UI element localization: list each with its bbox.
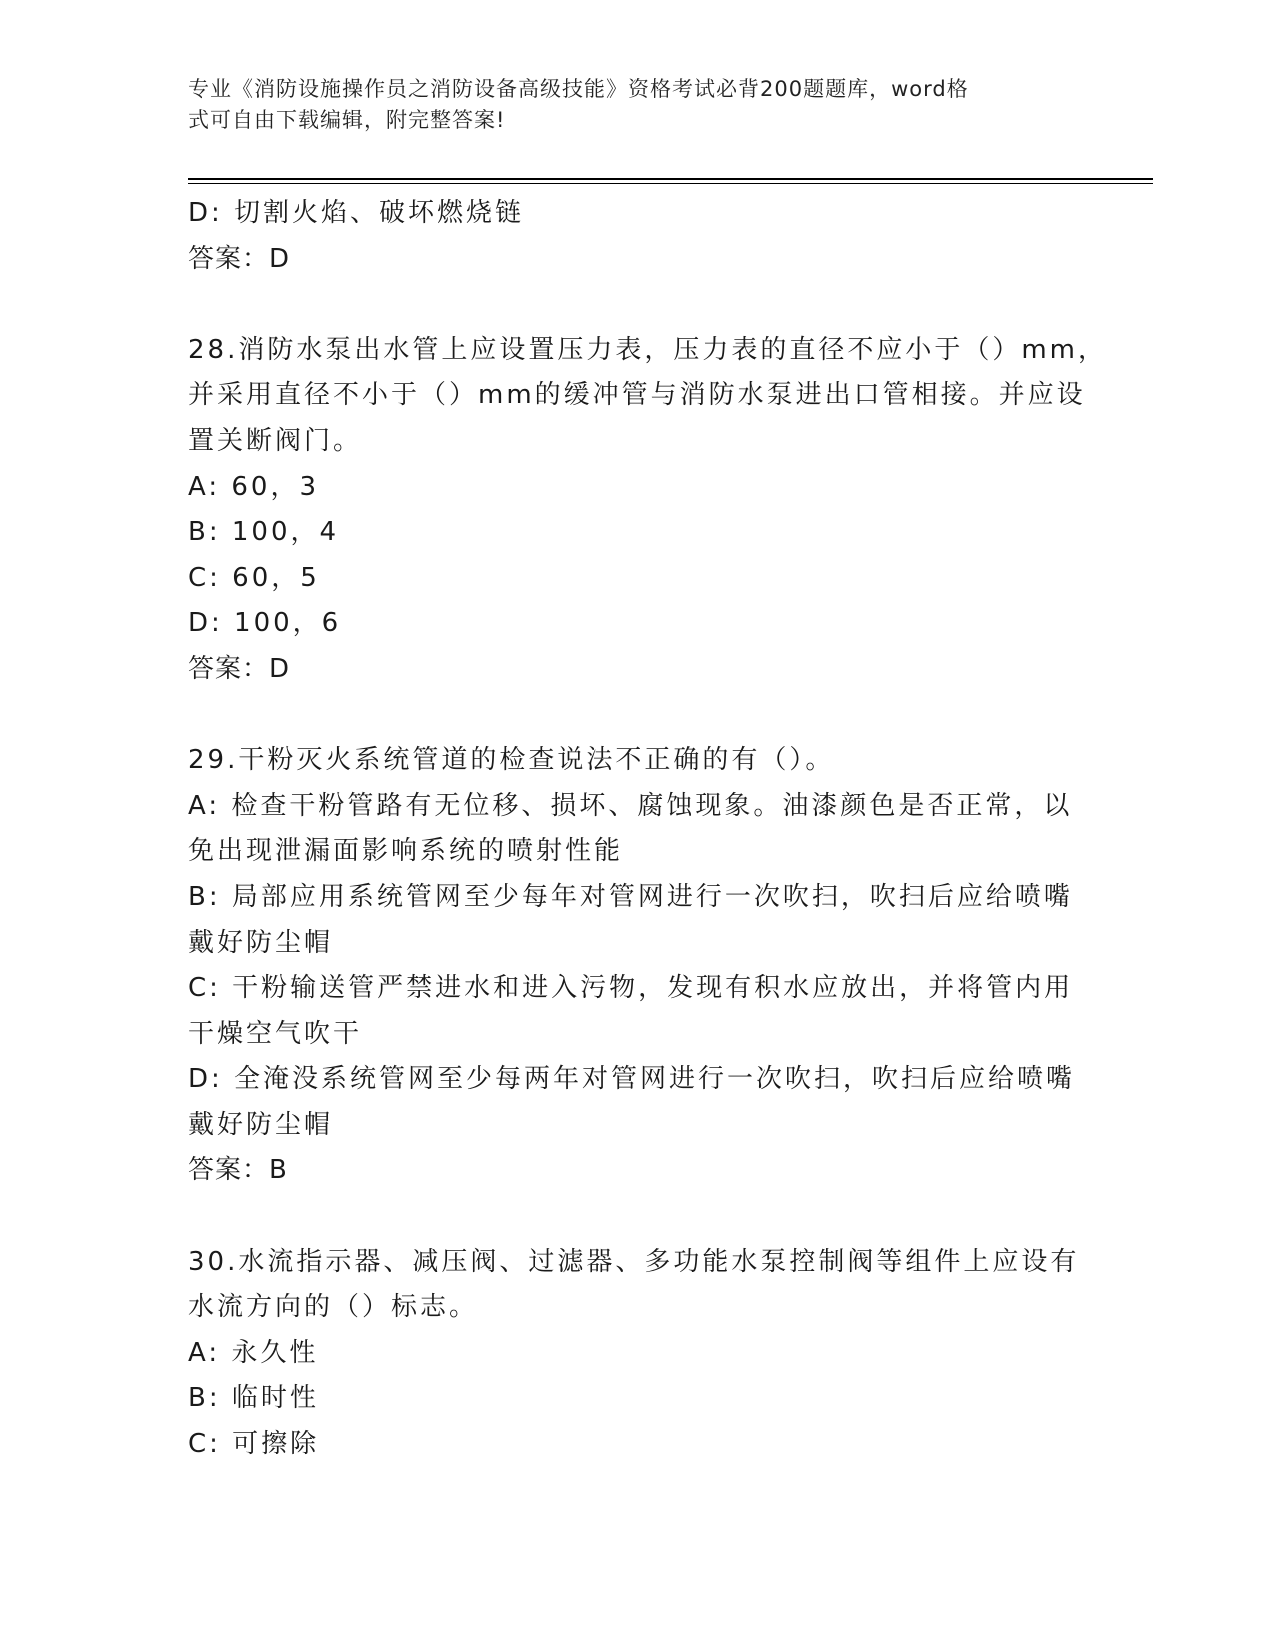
option-line: A: 永久性 [188,1337,319,1368]
option-line: D: 全淹没系统管网至少每两年对管网进行一次吹扫，吹扫后应给喷嘴 [188,1064,1076,1095]
answer-line: 答案：D [188,243,291,274]
option-line: C: 干粉输送管严禁进水和进入污物，发现有积水应放出，并将管内用 [188,973,1074,1004]
option-line: 戴好防尘帽 [188,927,334,958]
option-line: D: 100，6 [188,608,342,639]
question-30 [188,1240,1088,1468]
question-stem-line: 29.干粉灭火系统管道的检查说法不正确的有（）。 [188,745,835,776]
question-29 [188,738,1088,1194]
option-line: C: 60，5 [188,562,320,593]
option-line: B: 局部应用系统管网至少每年对管网进行一次吹扫，吹扫后应给喷嘴 [188,881,1073,912]
spacer [188,1194,1088,1240]
question-content [188,191,1108,1468]
option-line: 免出现泄漏面影响系统的喷射性能 [188,836,624,867]
document-header [188,74,1068,136]
question-stem-line: 并采用直径不小于（）mm的缓冲管与消防水泵进出口管相接。并应设 [188,380,1086,411]
option-line: A: 60，3 [188,471,319,502]
option-line: B: 临时性 [188,1383,319,1414]
answer-line: 答案：B [188,1155,288,1186]
option-line: 干燥空气吹干 [188,1018,363,1049]
question-stem-line: 28.消防水泵出水管上应设置压力表，压力表的直径不应小于（）mm， [188,334,1108,365]
header-divider-thin [188,183,1153,184]
spacer [188,282,1088,328]
question-stem-line: 水流方向的（）标志。 [188,1292,479,1323]
answer-line: 答案：D [188,653,291,684]
question-stem-line: 30.水流指示器、减压阀、过滤器、多功能水泵控制阀等组件上应设有 [188,1246,1080,1277]
header-line: 专业《消防设施操作员之消防设备高级技能》资格考试必背200题题库，word格 [188,77,969,101]
header-line: 式可自由下载编辑，附完整答案! [188,108,506,132]
option-line: 戴好防尘帽 [188,1109,334,1140]
spacer [188,693,1088,739]
option-line: C: 可擦除 [188,1429,320,1460]
question-stem-line: 置关断阀门。 [188,425,363,456]
question-28 [188,328,1108,693]
option-line: A: 检查干粉管路有无位移、损坏、腐蚀现象。油漆颜色是否正常，以 [188,790,1073,821]
option-line: D: 切割火焰、破坏燃烧链 [188,198,525,228]
header-divider [188,178,1153,180]
option-line: B: 100，4 [188,517,340,548]
